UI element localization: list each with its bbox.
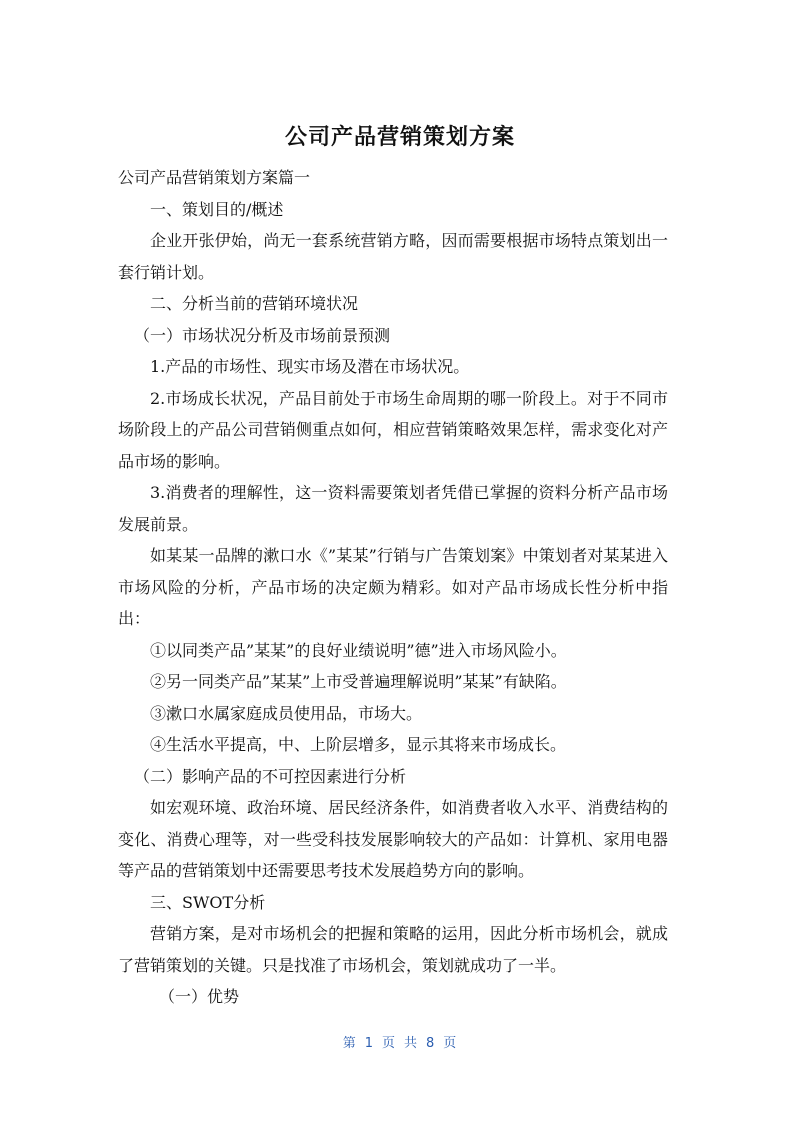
footer-total-pages: 8	[426, 1036, 436, 1051]
list-item: 3.消费者的理解性，这一资料需要策划者凭借已掌握的资料分析产品市场发展前景。	[118, 483, 668, 534]
paragraph: 如某某一品牌的漱口水《”某某”行销与广告策划案》中策划者对某某进入市场风险的分析，产品市场的决定颇为精彩。如对产品市场成长性分析中指出：	[118, 546, 668, 628]
footer-page-label: 第	[342, 1036, 357, 1051]
list-item: ①以同类产品”某某”的良好业绩说明”德”进入市场风险小。	[150, 640, 567, 660]
subsection-heading: （一）市场状况分析及市场前景预测	[134, 325, 391, 345]
footer-total-label: 共	[404, 1036, 419, 1051]
page-footer	[0, 1032, 800, 1051]
document-body	[118, 162, 668, 1013]
paragraph: 企业开张伊始，尚无一套系统营销方略，因而需要根据市场特点策划出一套行销计划。	[118, 231, 668, 282]
section-heading: 三、SWOT分析	[150, 892, 266, 912]
list-item: ④生活水平提高，中、上阶层增多，显示其将来市场成长。	[150, 735, 567, 754]
paragraph: 如宏观环境、政治环境、居民经济条件，如消费者收入水平、消费结构的变化、消费心理等，对一些受科技发展影响较大的产品如：计算机、家用电器等产品的营销策划中还需要思考技术发展趋势方向的影响。	[118, 798, 668, 880]
list-item: 1.产品的市场性、现实市场及潜在市场状况。	[150, 357, 470, 376]
subsection-heading: （二）影响产品的不可控因素进行分析	[134, 766, 407, 786]
list-item: 2.市场成长状况，产品目前处于市场生命周期的哪一阶段上。对于不同市场阶段上的产品公司营销侧重点如何，相应营销策略效果怎样，需求变化对产品市场的影响。	[118, 388, 668, 471]
list-item: ②另一同类产品”某某”上市受普遍理解说明”某某”有缺陷。	[150, 672, 567, 691]
list-item: ③漱口水属家庭成员使用品，市场大。	[150, 703, 423, 723]
footer-total-suffix: 页	[443, 1036, 458, 1051]
section-heading: 一、策划目的/概述	[150, 199, 284, 219]
document-title: 公司产品营销策划方案	[284, 125, 515, 150]
footer-page-number: 1	[364, 1036, 374, 1051]
paragraph: 营销方案，是对市场机会的把握和策略的运用，因此分析市场机会，就成了营销策划的关键。只是找准了市场机会，策划就成功了一半。	[118, 924, 668, 975]
section-heading: 公司产品营销策划方案篇一	[118, 168, 311, 187]
section-heading: 二、分析当前的营销环境状况	[150, 294, 359, 313]
footer-page-suffix: 页	[381, 1036, 396, 1051]
subsection-heading: （一）优势	[159, 987, 240, 1006]
